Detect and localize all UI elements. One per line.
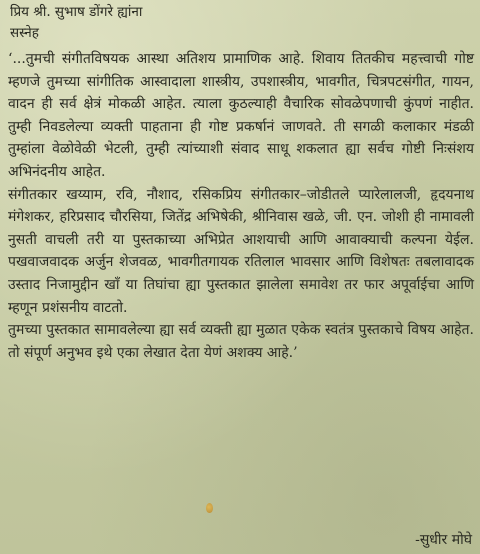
salutation: प्रिय श्री. सुभाष डोंगरे ह्यांना: [10, 4, 143, 20]
paragraph-3: तुमच्या पुस्तकात सामावलेल्या ह्या सर्व व्यक्ती ह्या मुळात एकेक स्वतंत्र पुस्तकाचे विषय आहेत. तो संपूर्ण अनुभव इथे एका लेखात देता येणं अशक्य आहे.’: [8, 322, 474, 361]
paragraph-1: ‘...तुमची संगीतविषयक आस्था अतिशय प्रामाणिक आहे. शिवाय तितकीच महत्त्वाची गोष्ट म्हणजे तुमच्या सांगीतिक आस्वादाला शास्त्रीय, उपशास्त्रीय, भावगीत, चित्रपटसंगीत, गायन, वादन ही सर्व क्षेत्रं मोकळी आहेत. त्याला कुठल्याही वैचारिक सोवळेपणाची कुंपणं नाहीत. तुम्ही निवडलेल्या व्यक्ती पाहताना ही गोष्ट प्रकर्षानं जाणवते. ती सगळी कलाकार मंडळी तुम्हांला वेळोवेळी भेटली, तुम्ही त्यांच्याशी संवाद साधू शकलात ह्या सर्वच गोष्टी निःसंशय अभिनंदनीय आहेत.: [8, 51, 474, 180]
paper-stain: [206, 503, 213, 513]
greeting: सस्नेह: [10, 25, 39, 41]
letter-body: [8, 48, 474, 364]
paragraph-2: संगीतकार खय्याम, रवि, नौशाद, रसिकप्रिय संगीतकार–जोडीतले प्यारेलालजी, हृदयनाथ मंगेशकर, हरिप्रसाद चौरसिया, जितेंद्र अभिषेकी, श्रीनिवास खळे, जी. एन. जोशी ही नामावली नुसती वाचली तरी या पुस्तकाच्या अभिप्रेत आशयाची आणि आवाक्याची कल्पना येईल. पखवाजवादक अर्जुन शेजवळ, भावगीतगायक रतिलाल भावसार आणि विशेषतः तबलावादक उस्ताद निजामुद्दीन खाँ या तिघांचा ह्या पुस्तकात झालेला समावेश तर फार अपूर्वाईचा आणि म्हणून प्रशंसनीय वाटतो.: [8, 186, 474, 316]
signature: -सुधीर मोघे: [415, 532, 472, 548]
